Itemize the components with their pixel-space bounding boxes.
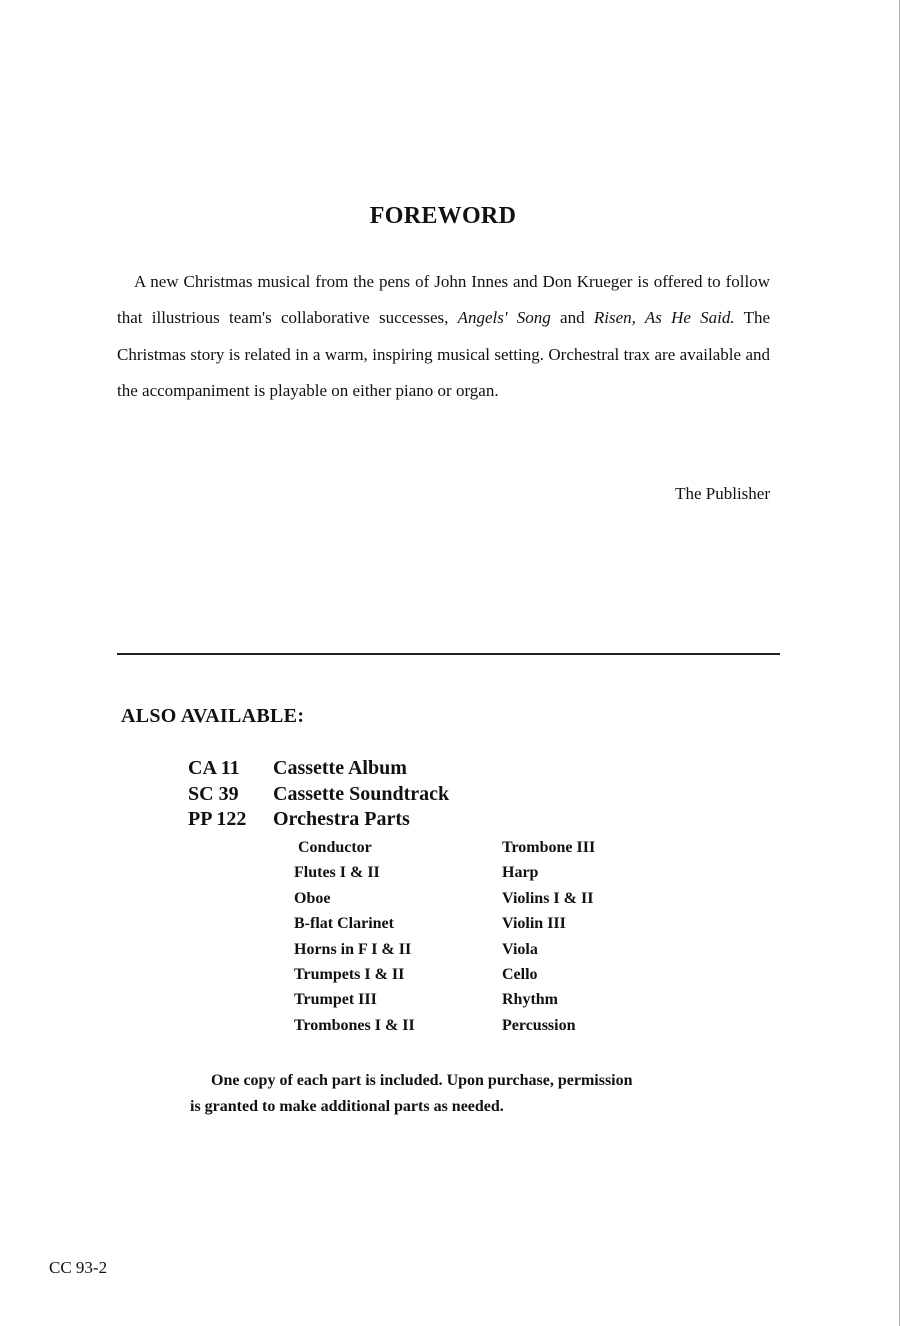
also-available-heading: ALSO AVAILABLE:	[121, 705, 305, 727]
part-item: Horns in F I & II	[294, 940, 412, 958]
part-item: Flutes I & II	[294, 864, 380, 882]
product-row	[188, 756, 449, 782]
product-list	[188, 756, 449, 833]
part-item: Rhythm	[502, 991, 559, 1009]
page-title: FOREWORD	[369, 203, 517, 229]
foreword-text-part-2: The Christmas story is related in a warm, inspiring musical setting. Orchestral trax are available and the accompaniment is playable on either piano or organ.	[117, 308, 771, 400]
foreword-paragraph	[117, 264, 770, 409]
product-code: SC 39	[188, 782, 239, 805]
product-name: Cassette Soundtrack	[273, 782, 450, 805]
product-code: CA 11	[188, 757, 240, 779]
product-row	[188, 782, 449, 808]
product-row	[188, 807, 449, 833]
product-name: Orchestra Parts	[273, 808, 410, 830]
parts-column-left	[294, 835, 415, 1038]
part-item: Cello	[502, 965, 538, 983]
part-item: Oboe	[294, 889, 331, 907]
part-item: Violins I & II	[502, 889, 594, 907]
work-title-risen-as-he-said: Risen, As He Said.	[593, 308, 735, 328]
part-item: Trumpet III	[294, 991, 377, 1009]
foreword-text-part-1: A new Christmas musical from the pens of John Innes and Don Krueger is offered to follow that illustrious team's collaborative successes,	[117, 272, 770, 328]
part-item: Harp	[502, 864, 539, 882]
product-name: Cassette Album	[273, 757, 407, 779]
section-divider	[117, 653, 780, 655]
part-item: Violin III	[502, 915, 566, 933]
part-item: Trombones I & II	[294, 1016, 415, 1034]
part-item: B-flat Clarinet	[294, 915, 394, 933]
part-item: Conductor	[294, 839, 372, 856]
part-item: Trombone III	[502, 839, 596, 856]
publisher-signature: The Publisher	[675, 484, 770, 503]
foreword-text-and: and	[550, 308, 594, 328]
note-line: is granted to make additional parts as needed.	[190, 1098, 504, 1115]
parts-column-right	[502, 835, 595, 1038]
product-code: PP 122	[188, 808, 247, 830]
catalog-code: CC 93-2	[49, 1258, 108, 1277]
part-item: Trumpets I & II	[294, 965, 405, 983]
part-item: Viola	[502, 940, 538, 958]
parts-permission-note	[190, 1068, 710, 1120]
work-title-angels-song: Angels' Song	[457, 308, 551, 328]
note-line: One copy of each part is included. Upon purchase, permission	[211, 1072, 633, 1089]
part-item: Percussion	[502, 1016, 576, 1034]
